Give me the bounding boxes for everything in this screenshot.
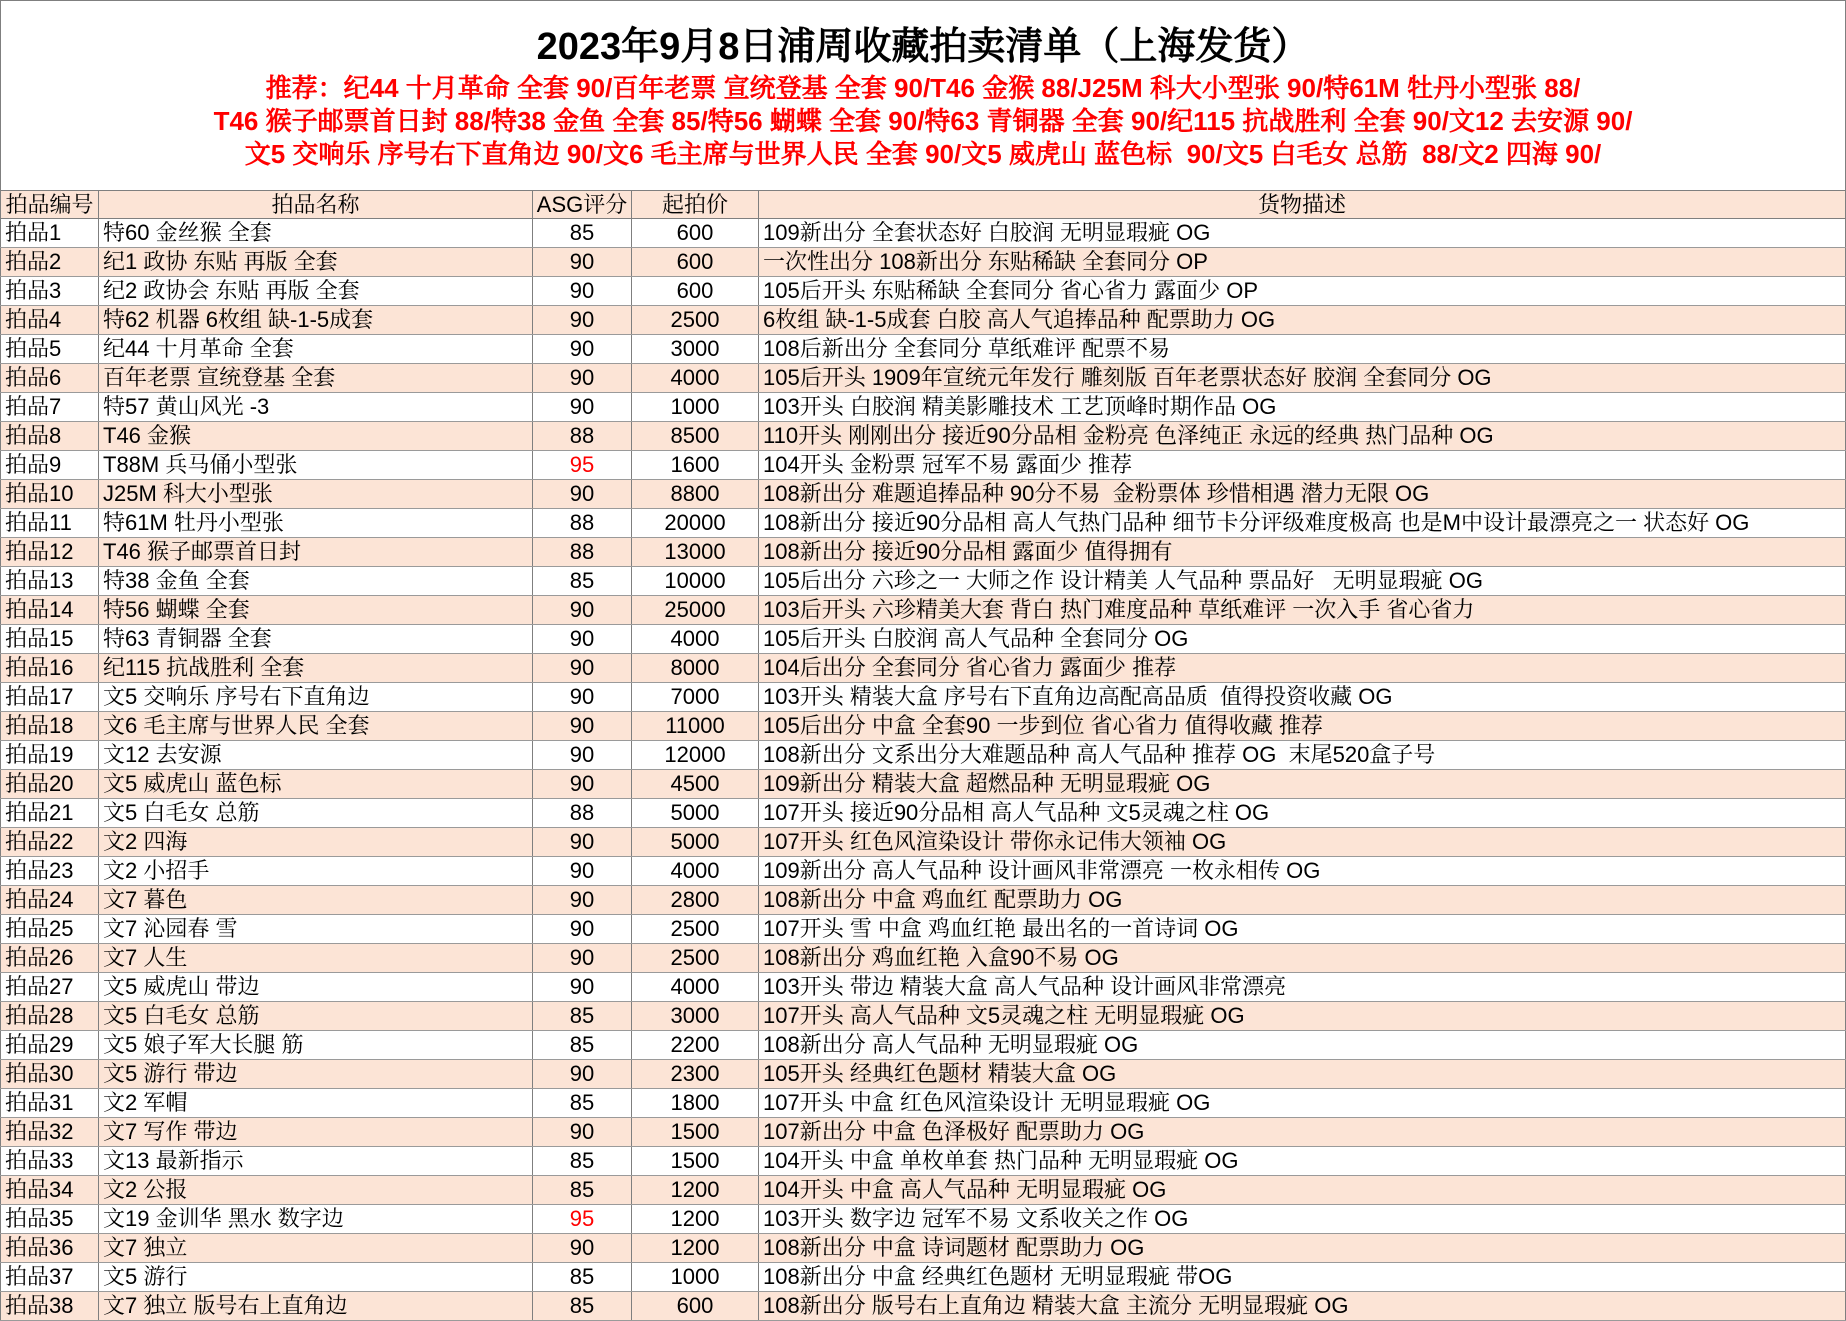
asg-score-cell: 90 — [533, 886, 632, 914]
description-cell: 103开头 数字边 冠军不易 文系收关之作 OG — [759, 1205, 1846, 1233]
lot-number-cell: 拍品22 — [0, 828, 99, 856]
table-row — [0, 944, 1846, 973]
asg-score-cell: 90 — [533, 364, 632, 392]
recommendation-line: 文5 交响乐 序号右下直角边 90/文6 毛主席与世界人民 全套 90/文5 威虎山 蓝色标 90/文5 白毛女 总筋 88/文2 四海 90/ — [244, 139, 1602, 169]
asg-score-cell: 95 — [533, 1205, 632, 1233]
table-row — [0, 509, 1846, 538]
header-lot-name: 拍品名称 — [99, 191, 533, 218]
lot-name-cell: 文2 公报 — [99, 1176, 533, 1204]
table-row — [0, 1147, 1846, 1176]
lot-name-cell: 文6 毛主席与世界人民 全套 — [99, 712, 533, 740]
starting-price-cell: 2800 — [632, 886, 759, 914]
description-cell: 105后开头 1909年宣统元年发行 雕刻版 百年老票状态好 胶润 全套同分 OG — [759, 364, 1846, 392]
asg-score-cell: 90 — [533, 1060, 632, 1088]
starting-price-cell: 5000 — [632, 828, 759, 856]
table-row — [0, 654, 1846, 683]
asg-score-cell: 88 — [533, 509, 632, 537]
asg-score-cell: 85 — [533, 1089, 632, 1117]
header-asg-score: ASG评分 — [533, 191, 632, 218]
lot-number-cell: 拍品33 — [0, 1147, 99, 1175]
table-row — [0, 1176, 1846, 1205]
description-cell: 107新出分 中盒 色泽极好 配票助力 OG — [759, 1118, 1846, 1146]
starting-price-cell: 3000 — [632, 1002, 759, 1030]
asg-score-cell: 90 — [533, 596, 632, 624]
lot-number-cell: 拍品35 — [0, 1205, 99, 1233]
header-description: 货物描述 — [759, 191, 1846, 218]
lot-name-cell: 特57 黄山风光 -3 — [99, 393, 533, 421]
starting-price-cell: 10000 — [632, 567, 759, 595]
asg-score-cell: 90 — [533, 393, 632, 421]
lot-name-cell: 文7 人生 — [99, 944, 533, 972]
table-row — [0, 364, 1846, 393]
description-cell: 105后开头 东贴稀缺 全套同分 省心省力 露面少 OP — [759, 277, 1846, 305]
recommendation-line: 推荐：纪44 十月革命 全套 90/百年老票 宣统登基 全套 90/T46 金猴 88/J25M 科大小型张 90/特61M 牡丹小型张 88/ — [265, 73, 1581, 103]
table-row — [0, 828, 1846, 857]
description-cell: 104后出分 全套同分 省心省力 露面少 推荐 — [759, 654, 1846, 682]
asg-score-cell: 85 — [533, 1263, 632, 1291]
description-cell: 107开头 红色风渲染设计 带你永记伟大领袖 OG — [759, 828, 1846, 856]
starting-price-cell: 1600 — [632, 451, 759, 479]
lot-number-cell: 拍品16 — [0, 654, 99, 682]
table-row — [0, 1060, 1846, 1089]
lot-number-cell: 拍品36 — [0, 1234, 99, 1262]
starting-price-cell: 1000 — [632, 393, 759, 421]
lot-name-cell: 纪2 政协会 东贴 再版 全套 — [99, 277, 533, 305]
table-row — [0, 277, 1846, 306]
asg-score-cell: 90 — [533, 277, 632, 305]
lot-number-cell: 拍品7 — [0, 393, 99, 421]
lot-name-cell: 文7 写作 带边 — [99, 1118, 533, 1146]
lot-number-cell: 拍品18 — [0, 712, 99, 740]
header-starting-price: 起拍价 — [632, 191, 759, 218]
asg-score-cell: 90 — [533, 712, 632, 740]
lot-name-cell: 纪115 抗战胜利 全套 — [99, 654, 533, 682]
asg-score-cell: 88 — [533, 538, 632, 566]
lot-number-cell: 拍品19 — [0, 741, 99, 769]
asg-score-cell: 90 — [533, 944, 632, 972]
lot-name-cell: 文5 威虎山 蓝色标 — [99, 770, 533, 798]
lot-number-cell: 拍品24 — [0, 886, 99, 914]
starting-price-cell: 8000 — [632, 654, 759, 682]
lot-number-cell: 拍品26 — [0, 944, 99, 972]
description-cell: 108新出分 中盒 鸡血红 配票助力 OG — [759, 886, 1846, 914]
description-cell: 108新出分 中盒 经典红色题材 无明显瑕疵 带OG — [759, 1263, 1846, 1291]
asg-score-cell: 90 — [533, 770, 632, 798]
table-row — [0, 480, 1846, 509]
lot-name-cell: 文5 威虎山 带边 — [99, 973, 533, 1001]
table-row — [0, 219, 1846, 248]
lot-name-cell: 文2 小招手 — [99, 857, 533, 885]
lot-number-cell: 拍品17 — [0, 683, 99, 711]
lot-number-cell: 拍品1 — [0, 219, 99, 247]
list-header-area — [0, 0, 1846, 190]
description-cell: 103后开头 六珍精美大套 背白 热门难度品种 草纸难评 一次入手 省心省力 — [759, 596, 1846, 624]
table-row — [0, 451, 1846, 480]
starting-price-cell: 1000 — [632, 1263, 759, 1291]
description-cell: 105开头 经典红色题材 精装大盒 OG — [759, 1060, 1846, 1088]
lot-number-cell: 拍品27 — [0, 973, 99, 1001]
starting-price-cell: 2500 — [632, 915, 759, 943]
lot-number-cell: 拍品13 — [0, 567, 99, 595]
page-title: 2023年9月8日浦周收藏拍卖清单（上海发货） — [536, 26, 1310, 68]
asg-score-cell: 90 — [533, 915, 632, 943]
lot-number-cell: 拍品21 — [0, 799, 99, 827]
lot-number-cell: 拍品37 — [0, 1263, 99, 1291]
lot-name-cell: 文12 去安源 — [99, 741, 533, 769]
lot-name-cell: 特56 蝴蝶 全套 — [99, 596, 533, 624]
starting-price-cell: 3000 — [632, 335, 759, 363]
lot-number-cell: 拍品30 — [0, 1060, 99, 1088]
lot-number-cell: 拍品29 — [0, 1031, 99, 1059]
table-row — [0, 683, 1846, 712]
starting-price-cell: 600 — [632, 248, 759, 276]
starting-price-cell: 20000 — [632, 509, 759, 537]
description-cell: 105后出分 中盒 全套90 一步到位 省心省力 值得收藏 推荐 — [759, 712, 1846, 740]
lot-name-cell: 特61M 牡丹小型张 — [99, 509, 533, 537]
description-cell: 107开头 雪 中盒 鸡血红艳 最出名的一首诗词 OG — [759, 915, 1846, 943]
lot-number-cell: 拍品8 — [0, 422, 99, 450]
lot-name-cell: T46 猴子邮票首日封 — [99, 538, 533, 566]
starting-price-cell: 1800 — [632, 1089, 759, 1117]
auction-table — [0, 190, 1846, 1321]
table-row — [0, 915, 1846, 944]
table-row — [0, 596, 1846, 625]
table-row — [0, 1031, 1846, 1060]
starting-price-cell: 4000 — [632, 364, 759, 392]
asg-score-cell: 85 — [533, 1002, 632, 1030]
table-row — [0, 799, 1846, 828]
starting-price-cell: 2500 — [632, 306, 759, 334]
lot-name-cell: 文5 娘子军大长腿 筋 — [99, 1031, 533, 1059]
lot-name-cell: 文5 白毛女 总筋 — [99, 799, 533, 827]
asg-score-cell: 90 — [533, 248, 632, 276]
asg-score-cell: 90 — [533, 1234, 632, 1262]
description-cell: 104开头 中盒 单枚单套 热门品种 无明显瑕疵 OG — [759, 1147, 1846, 1175]
starting-price-cell: 1200 — [632, 1176, 759, 1204]
lot-name-cell: 文5 游行 — [99, 1263, 533, 1291]
lot-name-cell: 纪1 政协 东贴 再版 全套 — [99, 248, 533, 276]
starting-price-cell: 8500 — [632, 422, 759, 450]
table-row — [0, 625, 1846, 654]
description-cell: 107开头 接近90分品相 高人气品种 文5灵魂之柱 OG — [759, 799, 1846, 827]
table-row — [0, 538, 1846, 567]
lot-name-cell: 文5 白毛女 总筋 — [99, 1002, 533, 1030]
lot-number-cell: 拍品28 — [0, 1002, 99, 1030]
asg-score-cell: 90 — [533, 973, 632, 1001]
lot-number-cell: 拍品25 — [0, 915, 99, 943]
lot-number-cell: 拍品38 — [0, 1292, 99, 1320]
lot-name-cell: 文5 交响乐 序号右下直角边 — [99, 683, 533, 711]
description-cell: 108新出分 鸡血红艳 入盒90不易 OG — [759, 944, 1846, 972]
asg-score-cell: 90 — [533, 857, 632, 885]
asg-score-cell: 90 — [533, 654, 632, 682]
table-row — [0, 1002, 1846, 1031]
table-row — [0, 422, 1846, 451]
table-row — [0, 1205, 1846, 1234]
description-cell: 一次性出分 108新出分 东贴稀缺 全套同分 OP — [759, 248, 1846, 276]
starting-price-cell: 4000 — [632, 857, 759, 885]
description-cell: 110开头 刚刚出分 接近90分品相 金粉亮 色泽纯正 永远的经典 热门品种 OG — [759, 422, 1846, 450]
lot-number-cell: 拍品23 — [0, 857, 99, 885]
description-cell: 109新出分 高人气品种 设计画风非常漂亮 一枚永相传 OG — [759, 857, 1846, 885]
lot-name-cell: 特60 金丝猴 全套 — [99, 219, 533, 247]
starting-price-cell: 25000 — [632, 596, 759, 624]
lot-name-cell: 特62 机器 6枚组 缺-1-5成套 — [99, 306, 533, 334]
asg-score-cell: 85 — [533, 219, 632, 247]
lot-number-cell: 拍品4 — [0, 306, 99, 334]
description-cell: 103开头 带边 精装大盒 高人气品种 设计画风非常漂亮 — [759, 973, 1846, 1001]
description-cell: 6枚组 缺-1-5成套 白胶 高人气追捧品种 配票助力 OG — [759, 306, 1846, 334]
description-cell: 108新出分 接近90分品相 露面少 值得拥有 — [759, 538, 1846, 566]
starting-price-cell: 7000 — [632, 683, 759, 711]
description-cell: 108新出分 文系出分大难题品种 高人气品种 推荐 OG 末尾520盒子号 — [759, 741, 1846, 769]
asg-score-cell: 85 — [533, 1031, 632, 1059]
lot-name-cell: T46 金猴 — [99, 422, 533, 450]
lot-name-cell: 纪44 十月革命 全套 — [99, 335, 533, 363]
starting-price-cell: 2200 — [632, 1031, 759, 1059]
lot-number-cell: 拍品2 — [0, 248, 99, 276]
description-cell: 108新出分 难题追捧品种 90分不易 金粉票体 珍惜相遇 潜力无限 OG — [759, 480, 1846, 508]
table-row — [0, 712, 1846, 741]
lot-name-cell: T88M 兵马俑小型张 — [99, 451, 533, 479]
lot-number-cell: 拍品20 — [0, 770, 99, 798]
lot-name-cell: 文19 金训华 黑水 数字边 — [99, 1205, 533, 1233]
recommendation-line: T46 猴子邮票首日封 88/特38 金鱼 全套 85/特56 蝴蝶 全套 90/特63 青铜器 全套 90/纪115 抗战胜利 全套 90/文12 去安源 90/ — [213, 106, 1633, 136]
asg-score-cell: 90 — [533, 625, 632, 653]
table-row — [0, 886, 1846, 915]
starting-price-cell: 600 — [632, 219, 759, 247]
table-row — [0, 567, 1846, 596]
table-row — [0, 741, 1846, 770]
starting-price-cell: 11000 — [632, 712, 759, 740]
lot-name-cell: 文5 游行 带边 — [99, 1060, 533, 1088]
lot-number-cell: 拍品9 — [0, 451, 99, 479]
table-row — [0, 857, 1846, 886]
table-row — [0, 1118, 1846, 1147]
description-cell: 108新出分 高人气品种 无明显瑕疵 OG — [759, 1031, 1846, 1059]
starting-price-cell: 600 — [632, 1292, 759, 1320]
asg-score-cell: 90 — [533, 828, 632, 856]
lot-name-cell: 文2 军帽 — [99, 1089, 533, 1117]
table-row — [0, 973, 1846, 1002]
asg-score-cell: 90 — [533, 1118, 632, 1146]
lot-name-cell: 文7 独立 版号右上直角边 — [99, 1292, 533, 1320]
lot-number-cell: 拍品6 — [0, 364, 99, 392]
asg-score-cell: 88 — [533, 799, 632, 827]
starting-price-cell: 4000 — [632, 625, 759, 653]
table-row — [0, 1263, 1846, 1292]
asg-score-cell: 85 — [533, 1292, 632, 1320]
lot-number-cell: 拍品32 — [0, 1118, 99, 1146]
table-row — [0, 770, 1846, 799]
description-cell: 109新出分 全套状态好 白胶润 无明显瑕疵 OG — [759, 219, 1846, 247]
asg-score-cell: 90 — [533, 335, 632, 363]
table-row — [0, 1292, 1846, 1321]
lot-number-cell: 拍品15 — [0, 625, 99, 653]
starting-price-cell: 12000 — [632, 741, 759, 769]
description-cell: 108新出分 中盒 诗词题材 配票助力 OG — [759, 1234, 1846, 1262]
asg-score-cell: 85 — [533, 1147, 632, 1175]
description-cell: 103开头 精装大盒 序号右下直角边高配高品质 值得投资收藏 OG — [759, 683, 1846, 711]
lot-name-cell: 百年老票 宣统登基 全套 — [99, 364, 533, 392]
starting-price-cell: 5000 — [632, 799, 759, 827]
lot-name-cell: 特63 青铜器 全套 — [99, 625, 533, 653]
lot-number-cell: 拍品3 — [0, 277, 99, 305]
lot-number-cell: 拍品10 — [0, 480, 99, 508]
asg-score-cell: 90 — [533, 306, 632, 334]
starting-price-cell: 1500 — [632, 1118, 759, 1146]
description-cell: 104开头 中盒 高人气品种 无明显瑕疵 OG — [759, 1176, 1846, 1204]
lot-name-cell: 文7 独立 — [99, 1234, 533, 1262]
starting-price-cell: 2300 — [632, 1060, 759, 1088]
asg-score-cell: 90 — [533, 741, 632, 769]
table-row — [0, 393, 1846, 422]
description-cell: 107开头 高人气品种 文5灵魂之柱 无明显瑕疵 OG — [759, 1002, 1846, 1030]
starting-price-cell: 4500 — [632, 770, 759, 798]
table-row — [0, 306, 1846, 335]
asg-score-cell: 90 — [533, 683, 632, 711]
lot-name-cell: 文7 沁园春 雪 — [99, 915, 533, 943]
description-cell: 107开头 中盒 红色风渲染设计 无明显瑕疵 OG — [759, 1089, 1846, 1117]
lot-name-cell: 文2 四海 — [99, 828, 533, 856]
asg-score-cell: 85 — [533, 567, 632, 595]
table-row — [0, 248, 1846, 277]
lot-name-cell: 文13 最新指示 — [99, 1147, 533, 1175]
table-row — [0, 1234, 1846, 1263]
description-cell: 103开头 白胶润 精美影雕技术 工艺顶峰时期作品 OG — [759, 393, 1846, 421]
description-cell: 108新出分 接近90分品相 高人气热门品种 细节卡分评级难度极高 也是M中设计最漂亮之一 状态好 OG — [759, 509, 1846, 537]
starting-price-cell: 1200 — [632, 1205, 759, 1233]
description-cell: 109新出分 精装大盒 超燃品种 无明显瑕疵 OG — [759, 770, 1846, 798]
lot-number-cell: 拍品11 — [0, 509, 99, 537]
starting-price-cell: 4000 — [632, 973, 759, 1001]
lot-number-cell: 拍品31 — [0, 1089, 99, 1117]
table-row — [0, 1089, 1846, 1118]
starting-price-cell: 1500 — [632, 1147, 759, 1175]
header-lot-number: 拍品编号 — [0, 191, 99, 218]
starting-price-cell: 13000 — [632, 538, 759, 566]
table-header-row — [0, 190, 1846, 219]
starting-price-cell: 2500 — [632, 944, 759, 972]
description-cell: 105后开头 白胶润 高人气品种 全套同分 OG — [759, 625, 1846, 653]
asg-score-cell: 95 — [533, 451, 632, 479]
lot-name-cell: J25M 科大小型张 — [99, 480, 533, 508]
description-cell: 108新出分 版号右上直角边 精装大盒 主流分 无明显瑕疵 OG — [759, 1292, 1846, 1320]
lot-number-cell: 拍品12 — [0, 538, 99, 566]
starting-price-cell: 600 — [632, 277, 759, 305]
starting-price-cell: 1200 — [632, 1234, 759, 1262]
lot-number-cell: 拍品5 — [0, 335, 99, 363]
description-cell: 104开头 金粉票 冠军不易 露面少 推荐 — [759, 451, 1846, 479]
lot-name-cell: 文7 暮色 — [99, 886, 533, 914]
asg-score-cell: 90 — [533, 480, 632, 508]
lot-name-cell: 特38 金鱼 全套 — [99, 567, 533, 595]
lot-number-cell: 拍品34 — [0, 1176, 99, 1204]
asg-score-cell: 88 — [533, 422, 632, 450]
description-cell: 105后出分 六珍之一 大师之作 设计精美 人气品种 票品好 无明显瑕疵 OG — [759, 567, 1846, 595]
starting-price-cell: 8800 — [632, 480, 759, 508]
lot-number-cell: 拍品14 — [0, 596, 99, 624]
table-row — [0, 335, 1846, 364]
asg-score-cell: 85 — [533, 1176, 632, 1204]
description-cell: 108后新出分 全套同分 草纸难评 配票不易 — [759, 335, 1846, 363]
